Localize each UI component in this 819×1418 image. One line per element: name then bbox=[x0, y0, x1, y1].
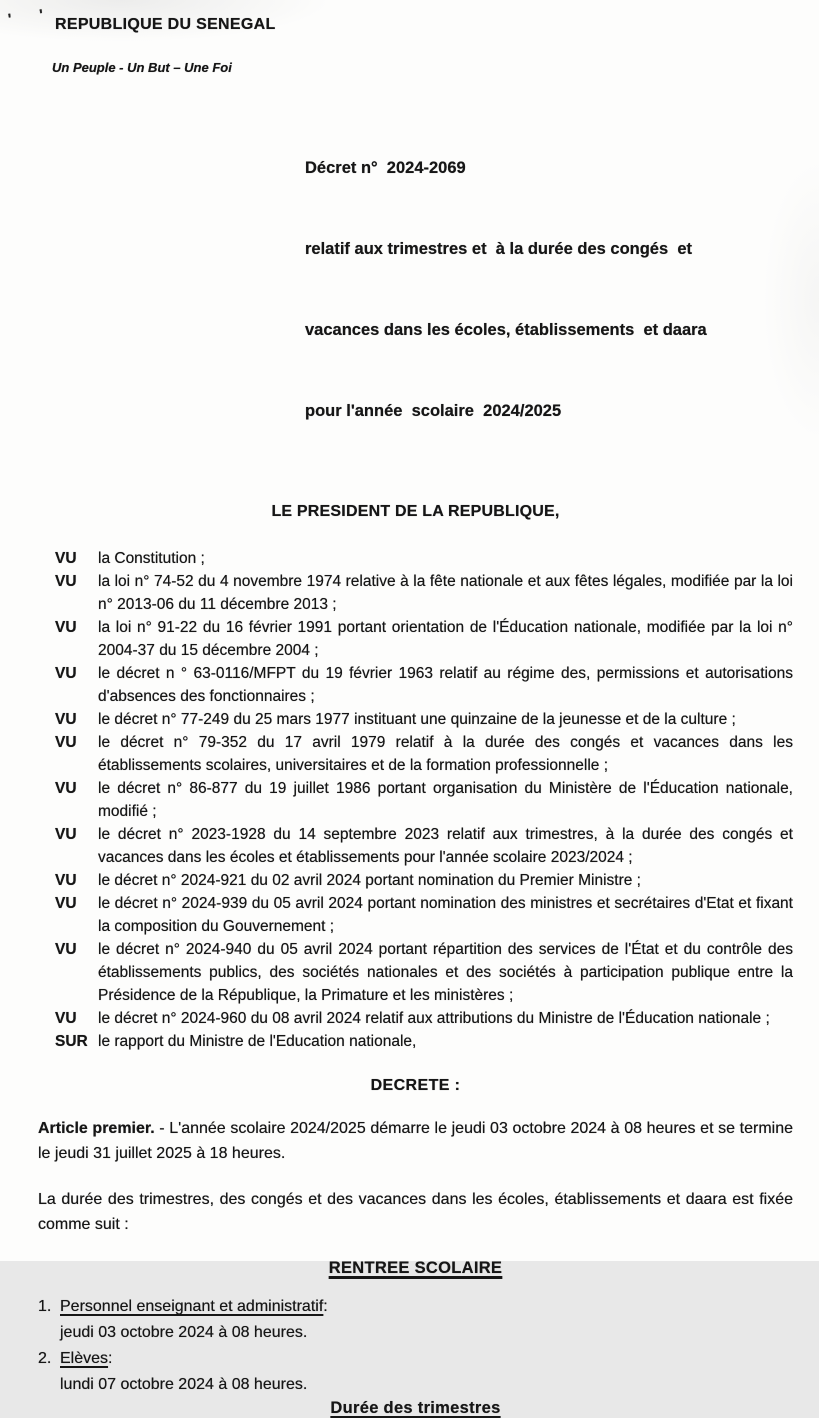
visa-label: VU bbox=[55, 872, 77, 889]
visa-label: VU bbox=[55, 550, 77, 567]
national-motto: Un Peuple - Un But – Une Foi bbox=[52, 60, 232, 75]
rentree-item-title: Personnel enseignant et administratif bbox=[60, 1298, 324, 1315]
visa-item bbox=[55, 892, 793, 938]
visa-text: le rapport du Ministre de l'Education nationale, bbox=[98, 1033, 417, 1050]
visa-item bbox=[55, 731, 793, 777]
visa-text: la loi n° 74-52 du 4 novembre 1974 relative à la fête nationale et aux fêtes légales, modifiée par la loi n° 2013-06 du 11 décembre 2013 ; bbox=[98, 573, 793, 613]
visa-label: VU bbox=[55, 734, 77, 751]
visa-text: le décret n° 2024-921 du 02 avril 2024 portant nomination du Premier Ministre ; bbox=[98, 872, 641, 889]
rentree-item bbox=[38, 1294, 793, 1320]
visa-label: VU bbox=[55, 780, 77, 797]
visa-text: le décret n° 2024-960 du 08 avril 2024 relatif aux attributions du Ministre de l'Éducation nationale ; bbox=[98, 1010, 770, 1027]
visa-text: le décret n° 2024-939 du 05 avril 2024 portant nomination des ministres et secrétaires d'Etat et fixant la composition du Gouvernement ; bbox=[98, 895, 793, 935]
visa-item bbox=[55, 547, 793, 570]
visa-label: VU bbox=[55, 1010, 77, 1027]
country-title: REPUBLIQUE DU SENEGAL bbox=[55, 16, 276, 33]
rentree-list bbox=[38, 1294, 793, 1398]
article-premier bbox=[38, 1116, 793, 1166]
rentree-item-number: 1. bbox=[38, 1298, 52, 1315]
visa-text: le décret n° 2024-940 du 05 avril 2024 portant répartition des services de l'État et du contrôle des établissements publics, des sociétés nationales et des sociétés à participation publique entre la Présidence de la République, la Primature et les ministères ; bbox=[98, 941, 793, 1004]
visa-text: la Constitution ; bbox=[98, 550, 205, 567]
rentree-item bbox=[38, 1346, 793, 1372]
trimestres-heading-text: Durée des trimestres bbox=[330, 1399, 501, 1417]
decree-subject-line: relatif aux trimestres et à la durée des congés et bbox=[305, 240, 692, 258]
visa-item bbox=[55, 616, 793, 662]
visa-item bbox=[55, 1030, 793, 1053]
article-premier-label: Article premier. bbox=[38, 1120, 155, 1137]
visa-text: la loi n° 91-22 du 16 février 1991 portant orientation de l'Éducation nationale, modifiée par la loi n° 2004-37 du 15 décembre 2004 ; bbox=[98, 619, 793, 659]
decree-subject-line: pour l'année scolaire 2024/2025 bbox=[305, 402, 562, 420]
visa-text: le décret n° 86-877 du 19 juillet 1986 portant organisation du Ministère de l'Éducation nationale, modifié ; bbox=[98, 780, 793, 820]
rentree-item-colon: : bbox=[108, 1350, 113, 1367]
visa-label: SUR bbox=[55, 1033, 88, 1050]
president-heading: LE PRESIDENT DE LA REPUBLIQUE, bbox=[271, 503, 560, 520]
visa-label: VU bbox=[55, 619, 77, 636]
visa-text: le décret n ° 63-0116/MFPT du 19 février 1963 relatif au régime des, permissions et autorisations d'absences des fonctionnaires ; bbox=[98, 665, 793, 705]
duration-intro: La durée des trimestres, des congés et des vacances dans les écoles, établissements et daara est fixée comme suit : bbox=[38, 1191, 793, 1233]
rentree-item-date: lundi 07 octobre 2024 à 08 heures. bbox=[60, 1376, 308, 1393]
decrete-heading: DECRETE : bbox=[370, 1077, 461, 1094]
visa-label: VU bbox=[55, 826, 77, 843]
visa-label: VU bbox=[55, 711, 77, 728]
rentree-item-number: 2. bbox=[38, 1350, 52, 1367]
rentree-item-date: jeudi 03 octobre 2024 à 08 heures. bbox=[60, 1324, 308, 1341]
scan-artifact-mark: ' ' bbox=[7, 4, 57, 29]
visa-item bbox=[55, 1007, 793, 1030]
decree-title-block bbox=[305, 101, 793, 479]
visa-text: le décret n° 2023-1928 du 14 septembre 2023 relatif aux trimestres, à la durée des congés et vacances dans les écoles et établissements pour l'année scolaire 2023/2024 ; bbox=[98, 826, 793, 866]
visa-item bbox=[55, 869, 793, 892]
rentree-heading-text: RENTREE SCOLAIRE bbox=[328, 1259, 503, 1277]
visa-text: le décret n° 77-249 du 25 mars 1977 instituant une quinzaine de la jeunesse et de la culture ; bbox=[98, 711, 736, 728]
decree-number: Décret n° 2024-2069 bbox=[305, 159, 466, 177]
visa-label: VU bbox=[55, 573, 77, 590]
visa-label: VU bbox=[55, 941, 77, 958]
visa-item bbox=[55, 938, 793, 1007]
visa-item bbox=[55, 823, 793, 869]
visa-item bbox=[55, 570, 793, 616]
visa-item bbox=[55, 708, 793, 731]
rentree-heading bbox=[38, 1259, 793, 1278]
visa-label: VU bbox=[55, 895, 77, 912]
visa-list bbox=[55, 547, 793, 1053]
visa-item bbox=[55, 662, 793, 708]
decree-subject-line: vacances dans les écoles, établissements et daara bbox=[305, 321, 707, 339]
visa-text: le décret n° 79-352 du 17 avril 1979 relatif à la durée des congés et vacances dans les établissements scolaires, universitaires et de la formation professionnelle ; bbox=[98, 734, 793, 774]
article-premier-text: - L'année scolaire 2024/2025 démarre le jeudi 03 octobre 2024 à 08 heures et se termine le jeudi 31 juillet 2025 à 18 heures. bbox=[38, 1120, 794, 1162]
trimestres-heading bbox=[38, 1399, 793, 1418]
rentree-item-title: Elèves bbox=[60, 1350, 109, 1367]
visa-label: VU bbox=[55, 665, 77, 682]
rentree-item-colon: : bbox=[323, 1298, 328, 1315]
visa-item bbox=[55, 777, 793, 823]
